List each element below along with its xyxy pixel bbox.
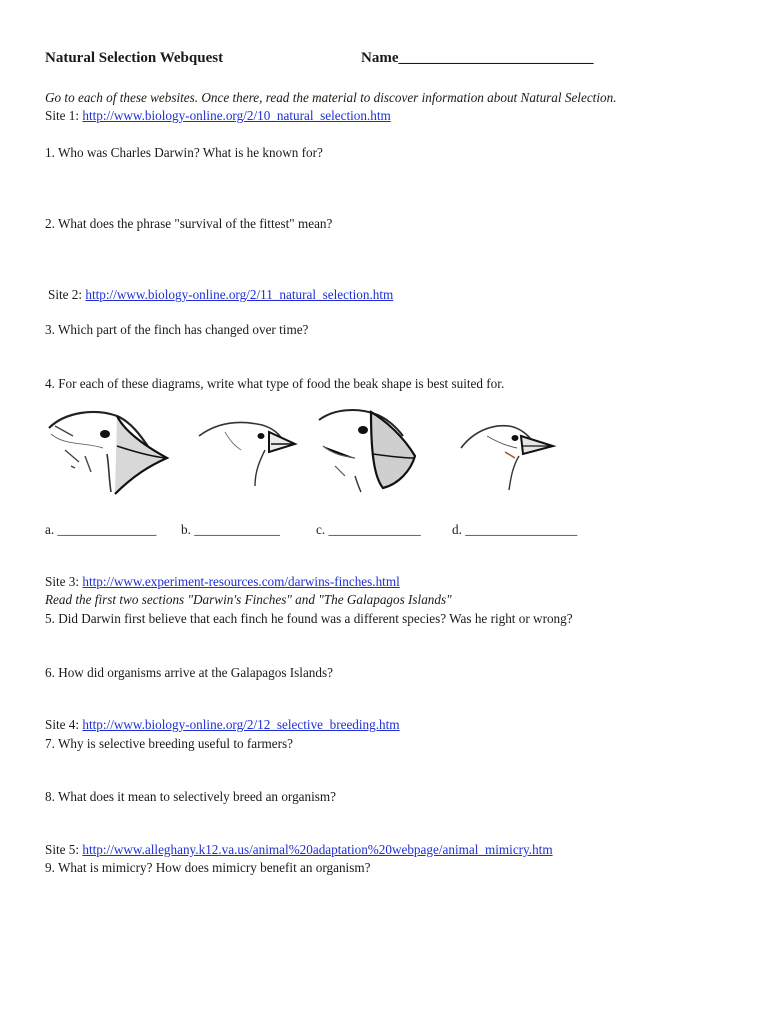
site-2-label: Site 2: (48, 287, 86, 302)
site-2 (48, 287, 393, 303)
site-3-label: Site 3: (45, 574, 83, 589)
finch-beak-diagrams (45, 406, 605, 506)
site-3-link[interactable]: http://www.experiment-resources.com/darwins-finches.html (82, 574, 400, 589)
question-3: 3. Which part of the finch has changed over time? (45, 322, 309, 337)
site-5 (45, 842, 553, 858)
answer-b-blank[interactable]: b. _____________ (181, 522, 280, 537)
site-1-label: Site 1: (45, 108, 83, 123)
site-3-instruction: Read the first two sections "Darwin's Finches" and "The Galapagos Islands" (45, 592, 452, 607)
site-1 (45, 108, 391, 124)
site-5-label: Site 5: (45, 842, 83, 857)
question-4: 4. For each of these diagrams, write what type of food the beak shape is best suited for. (45, 376, 505, 391)
site-3 (45, 574, 400, 590)
site-4-label: Site 4: (45, 717, 83, 732)
site-2-link[interactable]: http://www.biology-online.org/2/11_natural_selection.htm (85, 287, 394, 302)
site-4-link[interactable]: http://www.biology-online.org/2/12_selective_breeding.htm (82, 717, 400, 732)
answer-c-blank[interactable]: c. ______________ (316, 522, 421, 537)
worksheet-title: Natural Selection Webquest (45, 50, 224, 66)
question-7: 7. Why is selective breeding useful to farmers? (45, 736, 294, 751)
answer-a-blank[interactable]: a. _______________ (45, 522, 157, 537)
question-1: 1. Who was Charles Darwin? What is he known for? (45, 145, 323, 160)
site-1-link[interactable]: http://www.biology-online.org/2/10_natural_selection.htm (82, 108, 391, 123)
question-5: 5. Did Darwin first believe that each finch he found was a different species? Was he right or wrong? (45, 611, 573, 626)
question-9: 9. What is mimicry? How does mimicry benefit an organism? (45, 860, 371, 875)
site-4 (45, 717, 400, 733)
finch-a-illustration (45, 406, 170, 496)
site-5-link[interactable]: http://www.alleghany.k12.va.us/animal%20adaptation%20webpage/animal_mimicry.htm (82, 842, 553, 857)
intro-instructions: Go to each of these websites. Once there, read the material to discover information about Natural Selection. (45, 90, 617, 105)
name-field-label[interactable]: Name__________________________ (361, 50, 594, 66)
question-6: 6. How did organisms arrive at the Galapagos Islands? (45, 665, 333, 680)
finch-c-illustration (315, 406, 430, 496)
question-2: 2. What does the phrase "survival of the fittest" mean? (45, 216, 333, 231)
finch-b-illustration (195, 406, 305, 496)
finch-d-illustration (457, 406, 567, 496)
question-8: 8. What does it mean to selectively breed an organism? (45, 789, 337, 804)
answer-d-blank[interactable]: d. _________________ (452, 522, 578, 537)
